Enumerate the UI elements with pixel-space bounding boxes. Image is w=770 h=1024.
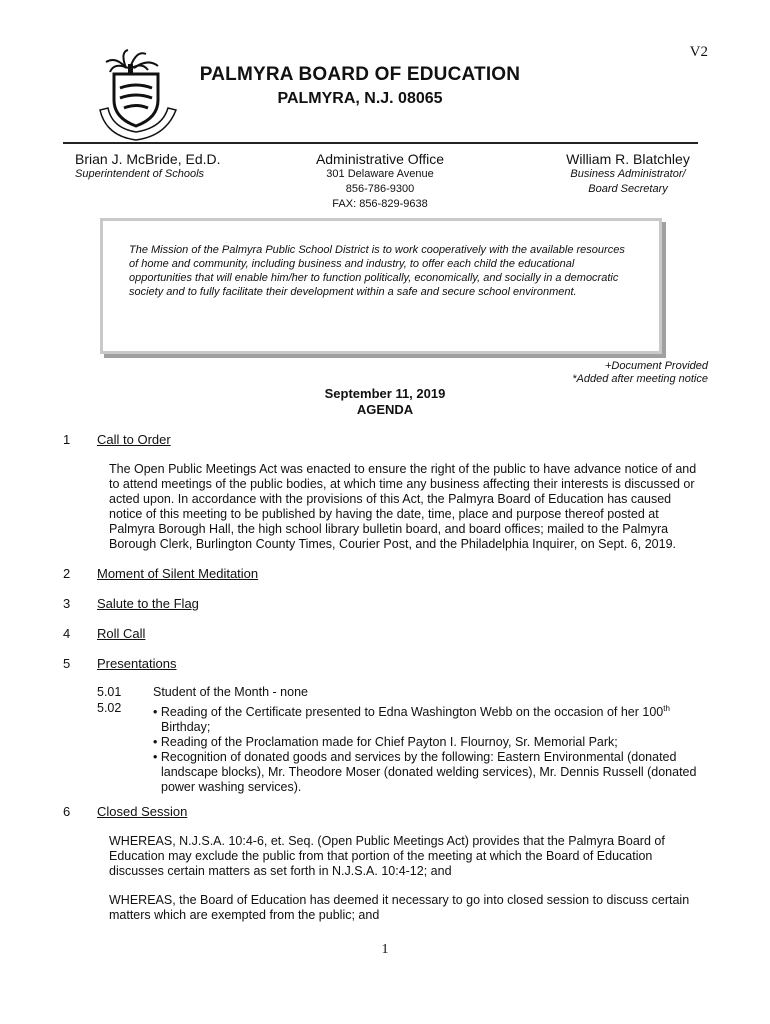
mission-box	[100, 218, 662, 354]
item-title-call-to-order: Call to Order	[97, 432, 171, 447]
meeting-date: September 11, 2019	[324, 386, 446, 401]
version-label: V2	[689, 44, 708, 60]
item-number: 4	[63, 626, 71, 641]
palmyra-seal-logo	[96, 48, 180, 144]
superintendent-block	[75, 152, 221, 182]
bullet-proclamation: • Reading of the Proclamation made for Chief Payton I. Flournoy, Sr. Memorial Park;	[153, 735, 618, 750]
page-number: 1	[381, 942, 389, 957]
item-number: 5	[63, 656, 71, 671]
header-divider	[63, 142, 698, 144]
item-number: 3	[63, 596, 71, 611]
item-title-roll-call: Roll Call	[97, 626, 146, 641]
item-title-flag-salute: Salute to the Flag	[97, 596, 199, 611]
superintendent-role: Superintendent of Schools	[75, 168, 205, 180]
sub-item-number: 5.02	[97, 701, 122, 715]
office-fax: FAX: 856-829-9638	[332, 198, 428, 210]
closed-session-para-2: WHEREAS, the Board of Education has deemed it necessary to go into closed session to discuss certain matters which are exempted from the public; and	[109, 893, 690, 922]
office-address: 301 Delaware Avenue	[326, 168, 434, 180]
org-title: PALMYRA BOARD OF EDUCATION	[199, 64, 521, 85]
item-title-silent-meditation: Moment of Silent Meditation	[97, 566, 259, 581]
mission-statement: The Mission of the Palmyra Public School District is to work cooperatively with the available resources of home and community, including business and industry, to offer each child the educational opportunities that will enable him/her to function politically, economically, and socially in a democratic society and to fully facilitate their development within a safe and secure school environment.	[129, 244, 625, 298]
note-added-after: *Added after meeting notice	[572, 373, 708, 385]
office-block	[290, 152, 470, 212]
sub-item-text: Student of the Month - none	[153, 685, 308, 699]
item-number: 2	[63, 566, 71, 581]
business-admin-name: William R. Blatchley	[566, 151, 690, 167]
business-admin-role-2: Board Secretary	[588, 183, 668, 195]
sub-item-number: 5.01	[97, 685, 122, 699]
bullet-certificate: • Reading of the Certificate presented to Edna Washington Webb on the occasion of her 100th Birthday;	[153, 704, 670, 735]
office-phone: 856-786-9300	[345, 183, 415, 195]
call-to-order-text: The Open Public Meetings Act was enacted to ensure the right of the public to have advance notice of and to attend meetings of the public bodies, at which time any business affecting their interests is discussed or acted upon. In accordance with the provisions of this Act, the Palmyra Board of Education has caused notice of this meeting to be published by having the date, time, place and purpose thereof posted at Palmyra Borough Hall, the high school library bulletin board, and board offices; mailed to the Palmyra Borough Clerk, Burlington County Times, Courier Post, and the Philadelphia Inquirer, on Sept. 6, 2019.	[109, 462, 697, 551]
bullet-recognition: • Recognition of donated goods and services by the following: Eastern Environmental (donated landscape blocks), Mr. Theodore Moser (donated welding services), Mr. Dennis Russell (donated power washing services).	[153, 750, 697, 795]
closed-session-para-1: WHEREAS, N.J.S.A. 10:4-6, et. Seq. (Open Public Meetings Act) provides that the Palmyra Board of Education may exclude the public from that portion of the meeting at which the Board of Education discusses certain matters as set forth in N.J.S.A. 10:4-12; and	[109, 834, 665, 878]
business-admin-block	[548, 152, 708, 197]
item-title-presentations: Presentations	[97, 656, 177, 671]
agenda-heading	[235, 386, 535, 418]
note-document-provided: +Document Provided	[604, 360, 708, 372]
org-subtitle: PALMYRA, N.J. 08065	[277, 90, 443, 107]
item-title-closed-session: Closed Session	[97, 804, 188, 819]
agenda-title: AGENDA	[356, 402, 414, 417]
sub-item-bullets	[153, 701, 703, 795]
business-admin-role-1: Business Administrator/	[570, 168, 686, 180]
superintendent-name: Brian J. McBride, Ed.D.	[75, 151, 221, 167]
item-number: 1	[63, 432, 71, 447]
item-number: 6	[63, 804, 71, 819]
legend-notes	[572, 360, 708, 386]
office-name: Administrative Office	[315, 151, 445, 167]
